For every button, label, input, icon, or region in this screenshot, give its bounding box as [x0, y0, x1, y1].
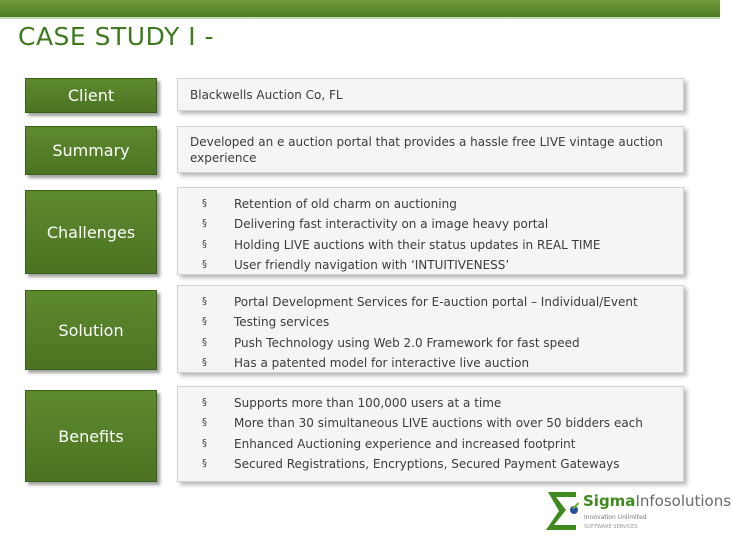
logo-brand-primary: Sigma: [583, 492, 636, 510]
list-item: § User friendly navigation with ‘INTUITIVENESS’: [188, 255, 671, 275]
bullet-icon: §: [202, 238, 207, 250]
summary-label-box: [25, 126, 157, 175]
bullet-icon: §: [202, 336, 207, 348]
challenges-content-box: [177, 187, 684, 275]
solution-label-box: [25, 290, 157, 370]
solution-label: Solution: [58, 320, 124, 340]
summary-content-box: [177, 126, 684, 173]
list-item: § Push Technology using Web 2.0 Framework for fast speed: [188, 333, 671, 353]
client-label: Client: [67, 86, 115, 105]
challenges-list: [188, 194, 671, 275]
sigma-logo-icon: [542, 488, 582, 536]
client-label-box: [25, 78, 157, 113]
list-item: § Testing services: [188, 312, 671, 332]
bullet-icon: §: [202, 397, 207, 408]
summary-label: Summary: [52, 141, 130, 160]
top-header-divider: [0, 17, 720, 19]
list-item: § More than 30 simultaneous LIVE auctions with over 50 bidders each: [188, 413, 671, 433]
bullet-icon: §: [202, 437, 207, 449]
bullet-icon: §: [202, 457, 207, 469]
bullet-icon: §: [202, 356, 207, 368]
list-item: § Portal Development Services for E-auction portal – Individual/Event: [188, 292, 671, 312]
company-logo: [540, 488, 731, 538]
challenges-label: Challenges: [46, 222, 136, 242]
bullet-icon: §: [202, 316, 207, 328]
bullet-icon: §: [202, 258, 207, 270]
solution-content-box: [177, 285, 684, 373]
logo-subline: SOFTWARE SERVICES: [584, 524, 638, 530]
list-item: § Has a patented model for interactive live auction: [188, 353, 671, 373]
list-item: § Retention of old charm on auctioning: [188, 194, 671, 214]
solution-list: [188, 292, 671, 373]
bullet-icon: §: [202, 296, 207, 307]
logo-brand-secondary: Infosolutions: [635, 492, 731, 510]
list-item: § Secured Registrations, Encryptions, Secured Payment Gateways: [188, 454, 671, 474]
benefits-label: Benefits: [58, 426, 124, 446]
list-item: § Delivering fast interactivity on a image heavy portal: [188, 214, 671, 234]
benefits-list: [188, 393, 671, 474]
bullet-icon: §: [202, 417, 207, 429]
logo-wordmark: [583, 492, 731, 510]
logo-tagline: Innovation Unlimited: [584, 514, 647, 521]
top-header-bar: [0, 0, 720, 17]
list-item: § Enhanced Auctioning experience and increased footprint: [188, 434, 671, 454]
slide-title: CASE STUDY I -: [18, 22, 215, 51]
benefits-content-box: [177, 386, 684, 482]
list-item: § Supports more than 100,000 users at a time: [188, 393, 671, 413]
summary-text: Developed an e auction portal that provides a hassle free LIVE vintage auction experience: [190, 134, 663, 165]
client-content-box: [177, 78, 684, 111]
bullet-icon: §: [202, 198, 207, 209]
list-item: § Holding LIVE auctions with their status updates in REAL TIME: [188, 235, 671, 255]
challenges-label-box: [25, 190, 157, 274]
client-text: Blackwells Auction Co, FL: [190, 87, 343, 102]
bullet-icon: §: [202, 218, 207, 230]
benefits-label-box: [25, 390, 157, 482]
